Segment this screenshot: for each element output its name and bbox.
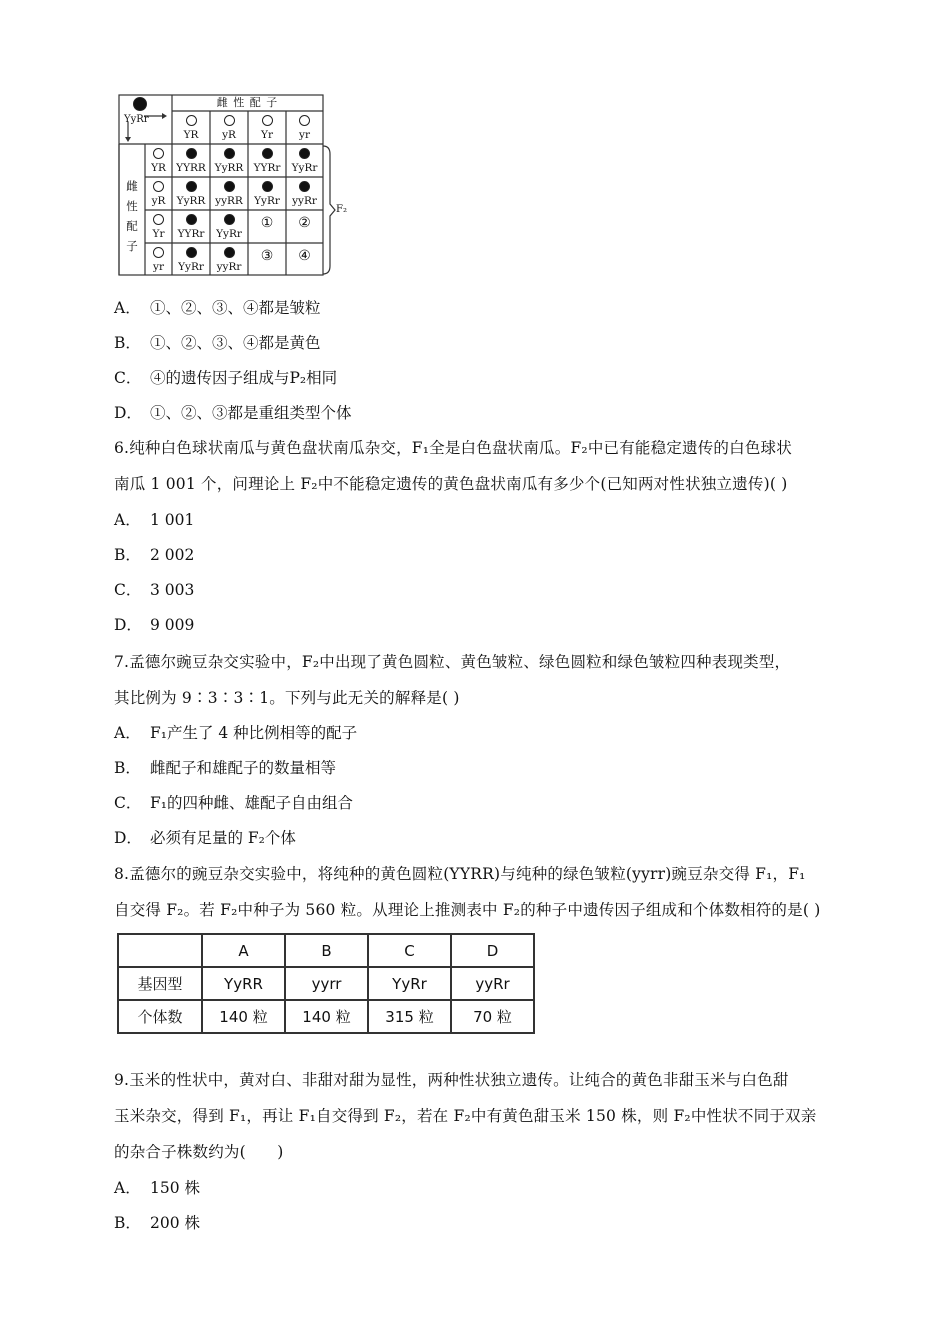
option-text: 3 003 — [150, 581, 195, 599]
q7-option-d — [114, 828, 296, 848]
open-circle-icon — [153, 148, 164, 159]
option-text: 雌配子和雄配子的数量相等 — [150, 759, 337, 777]
filled-circle-icon — [262, 181, 273, 192]
table-row — [118, 1000, 534, 1033]
option-key: B． — [114, 1214, 141, 1232]
row-gamete — [145, 181, 172, 207]
row-label-genotype: 基因型 — [118, 967, 202, 1000]
unknown-cell-3: ③ — [260, 248, 274, 264]
filled-circle-icon — [299, 181, 310, 192]
table-header-cell: B — [285, 934, 368, 967]
q9-option-b — [114, 1213, 200, 1233]
genotype-label: YyRR — [176, 195, 206, 207]
gamete-label: yr — [153, 261, 164, 273]
offspring-cell — [210, 148, 248, 174]
column-gamete — [210, 115, 248, 141]
q5-option-b — [114, 333, 321, 353]
option-text: 9 009 — [150, 616, 195, 634]
gamete-label: YR — [151, 162, 166, 174]
table-header-row — [118, 934, 534, 967]
open-circle-icon — [153, 181, 164, 192]
row-gamete — [145, 214, 172, 240]
option-key: B． — [114, 334, 141, 352]
unknown-cell-2: ② — [298, 215, 311, 231]
option-text: ①、②、③、④都是皱粒 — [150, 299, 321, 317]
q5-option-a — [114, 298, 321, 318]
q9-stem-line-3: 的杂合子株数约为( ) — [114, 1143, 284, 1161]
genotype-count-table — [117, 933, 535, 1034]
genotype-label: YyRR — [214, 162, 244, 174]
parent-gamete-icon — [133, 97, 147, 114]
option-key: B． — [114, 546, 141, 564]
q6-option-b — [114, 545, 194, 565]
gamete-label: yR — [222, 129, 236, 141]
offspring-cell — [248, 148, 286, 174]
gamete-label: yr — [299, 129, 310, 141]
option-key: B． — [114, 759, 141, 777]
genotype-label: YyRr — [254, 195, 280, 207]
option-text: 1 001 — [150, 511, 195, 529]
filled-circle-icon — [224, 214, 235, 225]
offspring-cell — [210, 247, 248, 273]
filled-circle-icon — [224, 148, 235, 159]
q7-option-a — [114, 723, 357, 743]
table-cell: 315 粒 — [368, 1000, 451, 1033]
punnett-square-figure — [118, 94, 350, 276]
table-cell: 140 粒 — [202, 1000, 285, 1033]
parent-genotype-label: YyRr — [124, 114, 149, 125]
row-gamete — [145, 247, 172, 273]
offspring-cell — [210, 181, 248, 207]
filled-circle-icon — [186, 247, 197, 258]
offspring-cell — [210, 214, 248, 240]
side-char: 性 — [126, 199, 138, 213]
column-gamete — [172, 115, 210, 141]
option-text: F₁的四种雌、雄配子自由组合 — [150, 794, 353, 812]
table-cell: YyRR — [202, 967, 285, 1000]
gamete-label: yR — [151, 195, 166, 207]
open-circle-icon — [186, 115, 197, 126]
gamete-label: Yr — [261, 129, 273, 141]
table-header-cell: C — [368, 934, 451, 967]
column-gamete — [286, 115, 323, 141]
row-label-count: 个体数 — [118, 1000, 202, 1033]
table-cell: 140 粒 — [285, 1000, 368, 1033]
q6-stem-line-1: 6.纯种白色球状南瓜与黄色盘状南瓜杂交，F₁全是白色盘状南瓜。F₂中已有能稳定遗传的白色球状 — [114, 439, 792, 457]
q8-stem-line-2: 自交得 F₂。若 F₂中种子为 560 粒。从理论上推测表中 F₂的种子中遗传因子组成和个体数相符的是( ) — [114, 901, 821, 919]
offspring-cell — [286, 148, 323, 174]
table-cell: yyRr — [451, 967, 534, 1000]
q6-option-d — [114, 615, 194, 635]
option-key: D． — [114, 616, 142, 634]
filled-circle-icon — [262, 148, 273, 159]
filled-circle-icon — [224, 247, 235, 258]
option-text: 200 株 — [150, 1214, 201, 1232]
q6-option-c — [114, 580, 194, 600]
offspring-cell — [172, 148, 210, 174]
open-circle-icon — [153, 247, 164, 258]
filled-circle-icon — [299, 148, 310, 159]
option-text: ④的遗传因子组成与P₂相同 — [150, 369, 338, 387]
f2-label: F₂ — [336, 204, 347, 215]
table-cell: YyRr — [368, 967, 451, 1000]
option-text: 必须有足量的 F₂个体 — [150, 829, 296, 847]
side-char: 雌 — [126, 179, 138, 193]
table-header-cell: A — [202, 934, 285, 967]
option-key: C． — [114, 581, 142, 599]
open-circle-icon — [224, 115, 235, 126]
q5-option-d — [114, 403, 352, 423]
q8-stem-line-1: 8.孟德尔的豌豆杂交实验中，将纯种的黄色圆粒(YYRR)与纯种的绿色皱粒(yyrr)豌豆杂交得 F₁，F₁ — [114, 865, 806, 883]
q9-stem-line-2: 玉米杂交，得到 F₁，再让 F₁自交得到 F₂，若在 F₂中有黄色甜玉米 150 株，则 F₂中性状不同于双亲 — [114, 1107, 817, 1125]
genotype-label: YYRR — [176, 162, 206, 174]
option-text: 2 002 — [150, 546, 195, 564]
table-row — [118, 967, 534, 1000]
option-text: ①、②、③、④都是黄色 — [150, 334, 321, 352]
offspring-cell — [172, 214, 210, 240]
q6-option-a — [114, 510, 194, 530]
row-gamete — [145, 148, 172, 174]
column-gamete — [248, 115, 286, 141]
open-circle-icon — [262, 115, 273, 126]
option-key: C． — [114, 369, 142, 387]
table-cell: yyrr — [285, 967, 368, 1000]
side-char: 配 — [126, 219, 138, 233]
filled-circle-icon — [186, 181, 197, 192]
offspring-cell — [172, 247, 210, 273]
q6-stem-line-2: 南瓜 1 001 个，问理论上 F₂中不能稳定遗传的黄色盘状南瓜有多少个(已知两对性状独立遗传)( ) — [114, 475, 788, 493]
option-key: A． — [114, 724, 141, 742]
option-key: A． — [114, 511, 141, 529]
q7-option-b — [114, 758, 336, 778]
option-text: 150 株 — [150, 1179, 201, 1197]
female-gamete-header: 雌 性 配 子 — [216, 96, 279, 109]
q9-option-a — [114, 1178, 200, 1198]
filled-circle-icon — [133, 97, 147, 111]
unknown-cell-1: ① — [260, 215, 274, 231]
genotype-label: YyRr — [291, 162, 318, 174]
filled-circle-icon — [186, 214, 197, 225]
genotype-label: YYRr — [177, 228, 205, 240]
open-circle-icon — [299, 115, 310, 126]
q7-stem-line-2: 其比例为 9∶3∶3∶1。下列与此无关的解释是( ) — [114, 689, 460, 707]
genotype-label: yyRR — [215, 195, 243, 207]
side-char: 子 — [126, 239, 138, 253]
option-key: D． — [114, 404, 142, 422]
option-key: C． — [114, 794, 142, 812]
q7-stem-line-1: 7.孟德尔豌豆杂交实验中，F₂中出现了黄色圆粒、黄色皱粒、绿色圆粒和绿色皱粒四种表现类型， — [114, 653, 791, 671]
table-cell: 70 粒 — [451, 1000, 534, 1033]
option-key: A． — [114, 1179, 141, 1197]
genotype-label: yyRr — [216, 261, 242, 273]
genotype-label: YyRr — [216, 228, 242, 240]
genotype-label: YyRr — [178, 261, 204, 273]
offspring-cell — [172, 181, 210, 207]
q9-stem-line-1: 9.玉米的性状中，黄对白、非甜对甜为显性，两种性状独立遗传。让纯合的黄色非甜玉米与白色甜 — [114, 1071, 789, 1089]
filled-circle-icon — [186, 148, 197, 159]
q5-option-c — [114, 368, 337, 388]
gamete-label: Yr — [152, 228, 165, 240]
gamete-label: YR — [183, 129, 199, 141]
table-header-cell — [118, 934, 202, 967]
option-text: F₁产生了 4 种比例相等的配子 — [150, 724, 358, 742]
option-text: ①、②、③都是重组类型个体 — [150, 404, 352, 422]
table-header-cell: D — [451, 934, 534, 967]
genotype-label: YYRr — [253, 162, 281, 174]
genotype-label: yyRr — [292, 195, 317, 207]
option-key: A． — [114, 299, 141, 317]
open-circle-icon — [153, 214, 164, 225]
offspring-cell — [248, 181, 286, 207]
male-gamete-side-label — [119, 176, 145, 256]
offspring-cell — [286, 181, 323, 207]
q7-option-c — [114, 793, 353, 813]
filled-circle-icon — [224, 181, 235, 192]
option-key: D． — [114, 829, 142, 847]
unknown-cell-4: ④ — [298, 248, 311, 264]
